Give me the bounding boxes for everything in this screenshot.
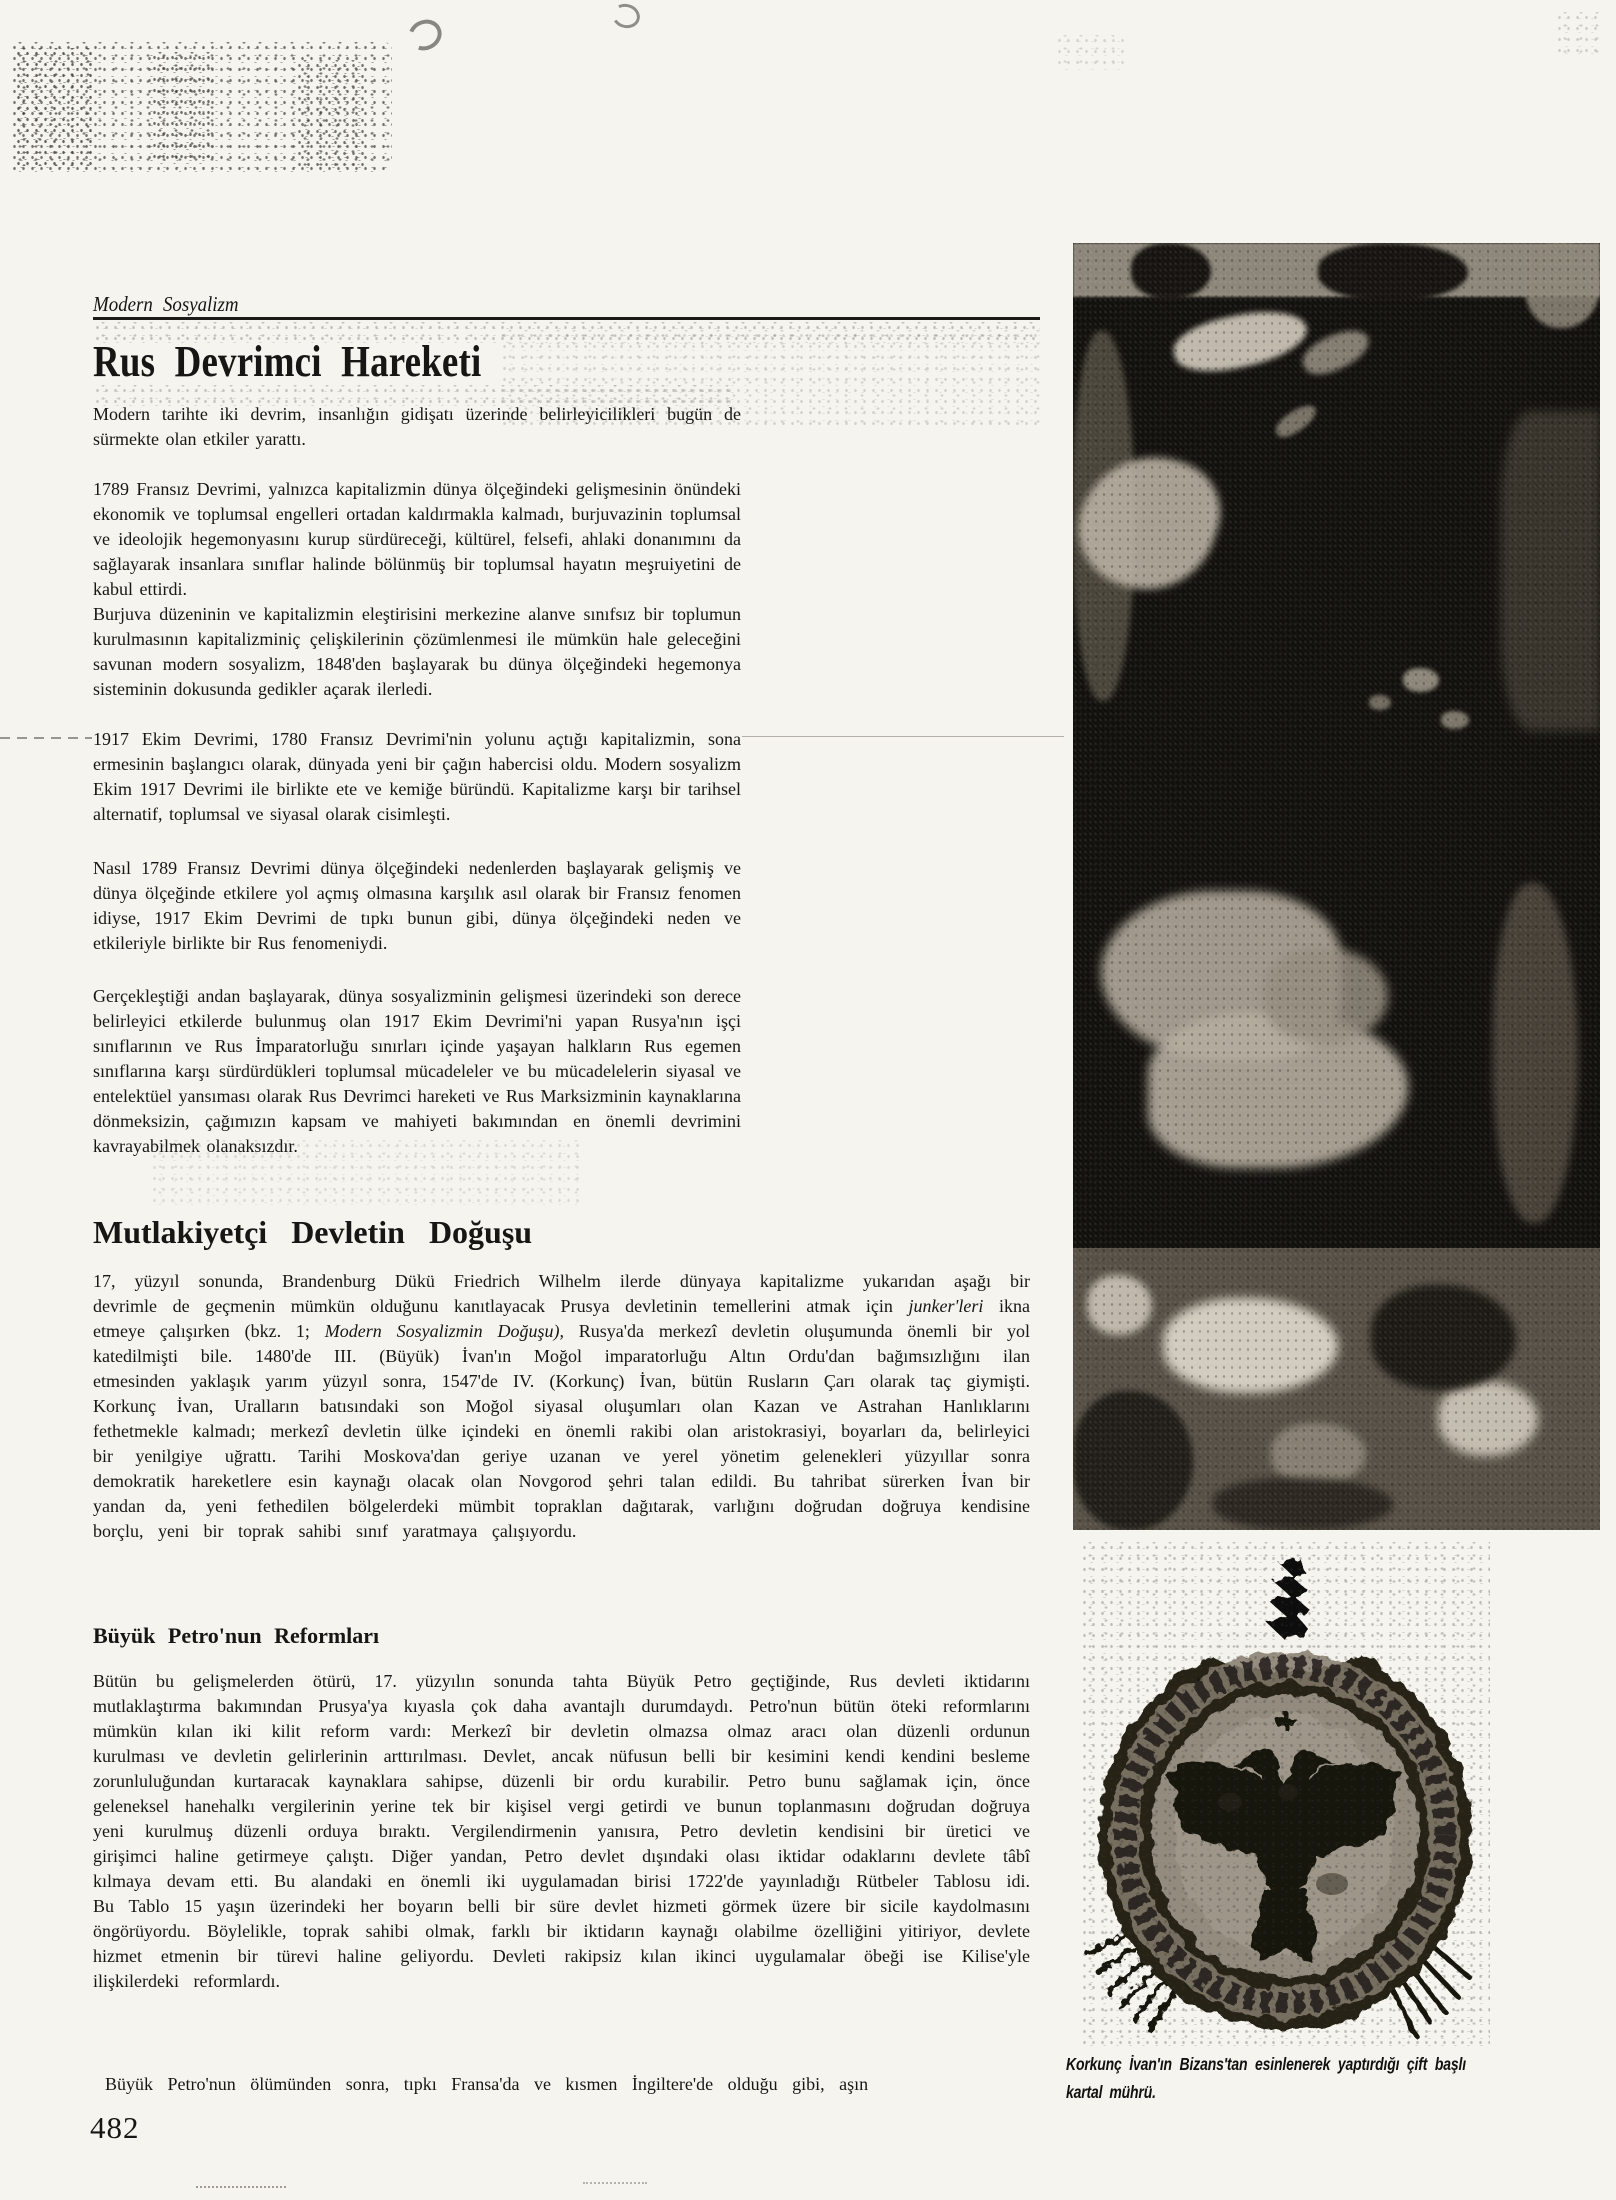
photo-tone-blob (1271, 1423, 1366, 1485)
photo-tone-blob (1369, 695, 1391, 710)
body-paragraph: 1917 Ekim Devrimi, 1780 Fransız Devrimi'nin yolunu açtığı kapitalizmin, sona ermesinin başlangıcı olarak, dünyada yeni bir çağın habercisi oldu. Modern sosyalizm Ekim 1917 Devrimi ile birlikte ete ve kemiğe büründü. Kapitalizme karşı bir tarihsel alternatif, toplumsal ve siyasal olarak cisimleşti. (93, 729, 741, 824)
page-number: 482 (90, 2110, 140, 2145)
scan-noise-strip (150, 1140, 580, 1205)
scan-line-artifact (0, 737, 92, 739)
photo-tone-blob (1493, 883, 1578, 1223)
body-paragraph: Büyük Petro'nun ölümünden sonra, tıpkı Fransa'da ve kısmen İngiltere'de olduğu gibi, aşın (105, 2074, 869, 2094)
scan-noise-blob (1555, 12, 1600, 57)
header-rule (93, 317, 1040, 320)
photo-tone-blob (1403, 668, 1439, 692)
italic-term: junker'leri (908, 1296, 984, 1316)
paragraph-text: ikna etmeye çalışırken (bkz. 1; (93, 1296, 1030, 1341)
section-paragraph (93, 1269, 1030, 1544)
scan-noise-blob (295, 60, 367, 166)
body-paragraph: Bütün bu gelişmelerden ötürü, 17. yüzyılın sonunda tahta Büyük Petro geçtiğinde, Rus devleti iktidarını mutlaklaştırma bakımından Prusya'ya kıyasla çok daha avantajlı durumdaydı. Petro'nun bütün öteki reformlarını mümkün kılan iki kilit reform vardı: Merkezî bir devletin olmazsa olmaz aracı olan düzenli ordunun kurulması ve devletin gelirlerinin arttırılması. Devlet, ancak nüfusun belli bir kesimini kendi kendini besleme zorunluluğundan kurtaracak kaynaklara sahipse, düzenli bir ordu kurabilir. Petro bunu sağlamak için, önce geleneksel hanehalkı vergilerinin yerine tek bir kişisel vergi getirdi ve bunun toplanmasını doğrudan doğruya yeni kurulmuş düzenli orduya bıraktı. Vergilendirmenin yanısıra, Petro devletin kendisini bir üretici ve girişimci haline getirmeye çalıştı. Diğer yandan, Petro devlet dışındaki olası iktidar odaklarını devlete tâbî kılmaya devam etti. Bu alandaki en önemli iki uygulamadan birisi 1722'de yayınladığı Rütbeler Tablosu idi. Bu Tablo 15 yaşın üzerindeki her boyarın belli bir süre devlet hizmeti görmek üzere bir sicile kaydolmasını öngörüyordu. Böylelikle, toprak sahibi olmak, farklı bir iktidarın kaynağı olabilme özelliğini yitiriyor, devlete hizmet etmenin bir türevi haline geliyordu. Devleti rakipsiz kılan ikinci uygulamalar öbeği ise Kilise'yle ilişkilerdeki reformlardı. (93, 1671, 1030, 1991)
scan-dots-artifact (583, 2182, 647, 2184)
photo-tone-blob (1263, 948, 1388, 1043)
photo-tone-blob (1441, 711, 1469, 729)
halftone-photo (1073, 243, 1600, 1530)
photo-highlight-blob (1087, 1275, 1152, 1335)
italic-reference: Modern Sosyalizmin Doğuşu), (324, 1321, 564, 1341)
body-paragraph: Gerçekleştiği andan başlayarak, dünya sosyalizminin gelişmesi üzerindeki son derece belirleyici etkilerde bulunmuş olan 1917 Ekim Devrimi'ni yapan Rusya'nın işçi sınıflarının ve Rus İmparatorluğu sınırları içinde yaşayan halkların Rus egemen sınıflarına karşı sürdürdükleri toplumsal mücadeleler ve bu mücadelelerin siyasal ve entelektüel yansıması olarak Rus Devrimci hareketi ve Rus Marksizminin kaynaklarına dönmeksizin, çağımızın kapsam ve mahiyeti bakımından en önemli devrimini kavrayabilmek olanaksızdır. (93, 986, 741, 1156)
photo-highlight-blob (1169, 302, 1312, 381)
photo-tone-blob (1271, 400, 1320, 443)
page-title: Rus Devrimci Hareketi (93, 337, 482, 386)
scan-noise-blob (150, 52, 210, 164)
paragraph-text: Rusya'da merkezî devletin oluşumunda önemli bir yol katedilmişti bile. 1480'de III. (Büyük) İvan'ın Moğol imparatorluğu Altın Ordu'dan bağımsızlığını ilan etmesinden yaklaşık yarım yüzyıl sonra, 1547'de IV. (Korkunç) İvan, bütün Rusların Çarı olarak taç giymişti. Korkunç İvan, Uralların batısındaki son Moğol siyasal oluşumları olan Kazan ve Astrahan Hanlıklarını fethetmekle kalmadı; merkezî devletin ülke içindeki en önemli rakibi olan aristokrasiyi, boyarları da, belirleyici bir yenilgiye uğrattı. Tarihi Moskova'dan geriye uzanan ve yerel yönetim gelenekleri yüzyıllar sonra demokratik hareketlere esin kaynağı olacak olan Novgorod şehri talan edildi. Bu tahribat sürerken İvan bir yandan da, yeni fethedilen bölgelerdeki mümbit topraklan dağıtarak, varlığını doğrudan doğruya kendisine borçlu, yeni bir toprak sahibi sınıf yaratmaya çalışıyordu. (93, 1321, 1030, 1541)
photo-tone-blob (1131, 243, 1211, 299)
scan-noise-blob (1055, 35, 1125, 70)
photo-shadow-blob (1371, 1285, 1516, 1390)
photo-highlight-blob (1148, 1013, 1408, 1168)
photo-highlight-blob (1438, 1381, 1538, 1456)
body-paragraph: Burjuva düzeninin ve kapitalizmin eleştirisini merkezine alanve sınıfsız bir toplumun kurulmasının kapitalizminiç çelişkilerinin çözümlenmesi ile mümkün hale geleceğini savunan modern sosyalizm, 1848'den başlayarak bu dünya ölçeğindeki hegemonya sisteminin dokusunda gedikler açarak ilerledi. (93, 604, 741, 699)
photo-tone-blob (1318, 243, 1468, 301)
photo-highlight-blob (1163, 1298, 1338, 1393)
figure-caption: Korkunç İvan'ın Bizans'tan esinlenerek yaptırdığı çift başlı kartal mührü. (1066, 2054, 1466, 2102)
body-paragraph: Nasıl 1789 Fransız Devrimi dünya ölçeğindeki nedenlerden başlayarak gelişmiş ve dünya ölçeğinde etkilere yol açmış olmasına karşılık asıl olarak bir Fransız fenomen idiyse, 1917 Ekim Devrimi de tıpkı bunun gibi, dünya ölçeğindeki neden ve etkileriyle birlikte bir Rus fenomeniydi. (93, 858, 741, 953)
kicker: Modern Sosyalizm (93, 292, 239, 316)
subsection-heading: Büyük Petro'nun Reformları (93, 1623, 380, 1648)
imperial-seal-illustration (1080, 1542, 1490, 2047)
section-heading: Mutlakiyetçi Devletin Doğuşu (93, 1214, 533, 1250)
scan-line-artifact (742, 736, 1064, 737)
scan-noise-blob (14, 48, 96, 166)
photo-tone-blob (1297, 322, 1375, 382)
seal-plume (1266, 1558, 1311, 1640)
photo-tone-blob (1525, 243, 1600, 328)
scan-ring-mark-icon (403, 14, 446, 56)
scan-dots-artifact (196, 2186, 286, 2188)
lead-paragraph: Modern tarihte iki devrim, insanlığın gidişatı üzerinde belirleyicilikleri bugün de sürmekte olan etkiler yarattı. (93, 404, 741, 449)
photo-shadow-blob (1213, 1478, 1393, 1530)
paragraph-text: 17, yüzyıl sonunda, Brandenburg Dükü Friedrich Wilhelm ilerde dünyaya kapitalizme yukarıdan aşağı bir devrimle de geçmenin mümkün olduğunu kanıtlayacak Prusya devletinin temellerini atmak için (93, 1271, 1030, 1316)
body-paragraph: 1789 Fransız Devrimi, yalnızca kapitalizmin dünya ölçeğindeki gelişmesinin önündeki ekonomik ve toplumsal engelleri ortadan kaldırmakla kalmadı, burjuvazinin toplumsal ve ideolojik hegemonyasını kurup sürdüreceği, kültürel, felsefi, ahlaki donanımını da sağlayarak insanlara sınıflar halinde bölünmüş bir toplumsal hayatın meşruiyetini de kabul ettirdi. (93, 479, 741, 599)
scan-ring-mark-icon (609, 1, 642, 31)
photo-shadow-blob (1073, 1391, 1193, 1530)
photo-tone-blob (1501, 411, 1600, 731)
